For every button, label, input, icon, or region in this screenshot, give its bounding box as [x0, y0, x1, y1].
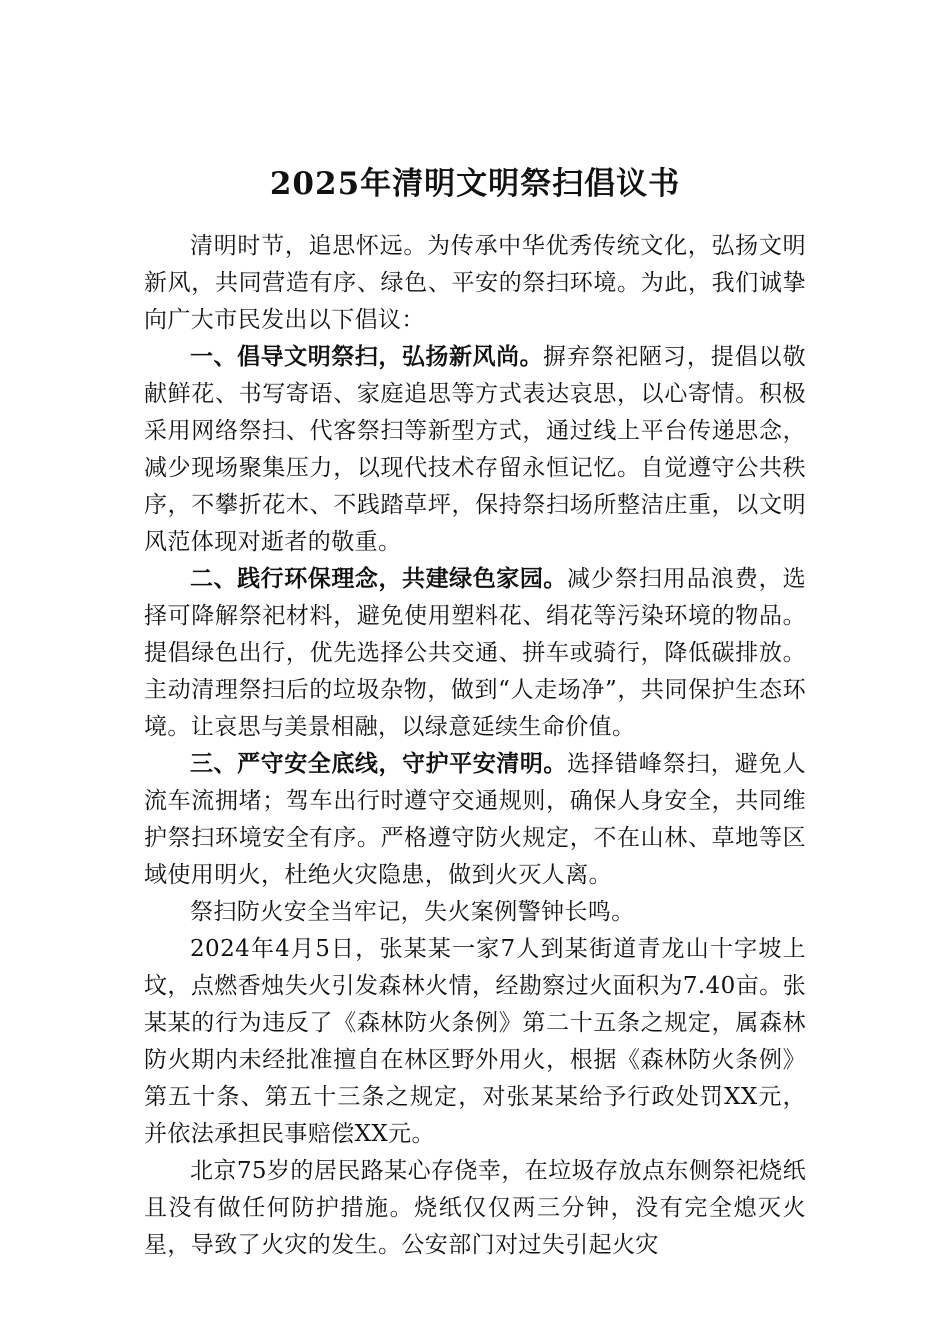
paragraph-text: 北京75岁的居民路某心存侥幸，在垃圾存放点东侧祭祀烧纸且没有做任何防护措施。烧纸仅仅两三分钟，没有完全熄灭火星，导致了火灾的发生。公安部门对过失引起火灾: [144, 1158, 806, 1258]
paragraph-text: 2024年4月5日，张某某一家7人到某街道青龙山十字坡上坟，点燃香烛失火引发森林火情，经勘察过火面积为7.40亩。张某某的行为违反了《森林防火条例》第二十五条之规定，属森林防火期内未经批准擅自在林区野外用火，根据《森林防火条例》第五十条、第五十三条之规定，对张某某给予行政处罚XX元，并依法承担民事赔偿XX元。: [144, 936, 806, 1147]
paragraph-heading: 二、践行环保理念，共建绿色家园。: [190, 566, 567, 592]
paragraph-case-1: [144, 931, 806, 1153]
document-title: 2025年清明文明祭扫倡议书: [269, 166, 681, 202]
paragraph-text: 选择错峰祭扫，避免人流车流拥堵；驾车出行时遵守交通规则，确保人身安全，共同维护祭扫环境安全有序。严格遵守防火规定，不在山林、草地等区域使用明火，杜绝火灾隐患，做到火灭人离。: [144, 751, 807, 888]
paragraph-initiative-2: [144, 561, 806, 746]
paragraph-initiative-1: [144, 339, 806, 561]
paragraph-case-2: [144, 1153, 806, 1264]
paragraph-intro: [144, 228, 806, 339]
paragraph-initiative-3: [144, 746, 806, 894]
paragraph-heading: 一、倡导文明祭扫，弘扬新风尚。: [190, 344, 544, 370]
paragraph-warning: [144, 894, 806, 931]
document-body: [144, 228, 806, 1264]
paragraph-heading: 三、严守安全底线，守护平安清明。: [190, 751, 567, 777]
paragraph-text: 祭扫防火安全当牢记，失火案例警钟长鸣。: [190, 899, 635, 925]
paragraph-text: 减少祭扫用品浪费，选择可降解祭祀材料，避免使用塑料花、绢花等污染环境的物品。提倡绿色出行，优先选择公共交通、拼车或骑行，降低碳排放。主动清理祭扫后的垃圾杂物，做到“人走场净”，共同保护生态环境。让哀思与美景相融，以绿意延续生命价值。: [144, 566, 807, 740]
paragraph-text: 清明时节，追思怀远。为传承中华优秀传统文化，弘扬文明新风，共同营造有序、绿色、平安的祭扫环境。为此，我们诚挚向广大市民发出以下倡议：: [144, 233, 806, 333]
paragraph-text: 摒弃祭祀陋习，提倡以敬献鲜花、书写寄语、家庭追思等方式表达哀思，以心寄情。积极采用网络祭扫、代客祭扫等新型方式，通过线上平台传递思念，减少现场聚集压力，以现代技术存留永恒记忆。自觉遵守公共秩序，不攀折花木、不践踏草坪，保持祭扫场所整洁庄重，以文明风范体现对逝者的敬重。: [144, 344, 806, 555]
